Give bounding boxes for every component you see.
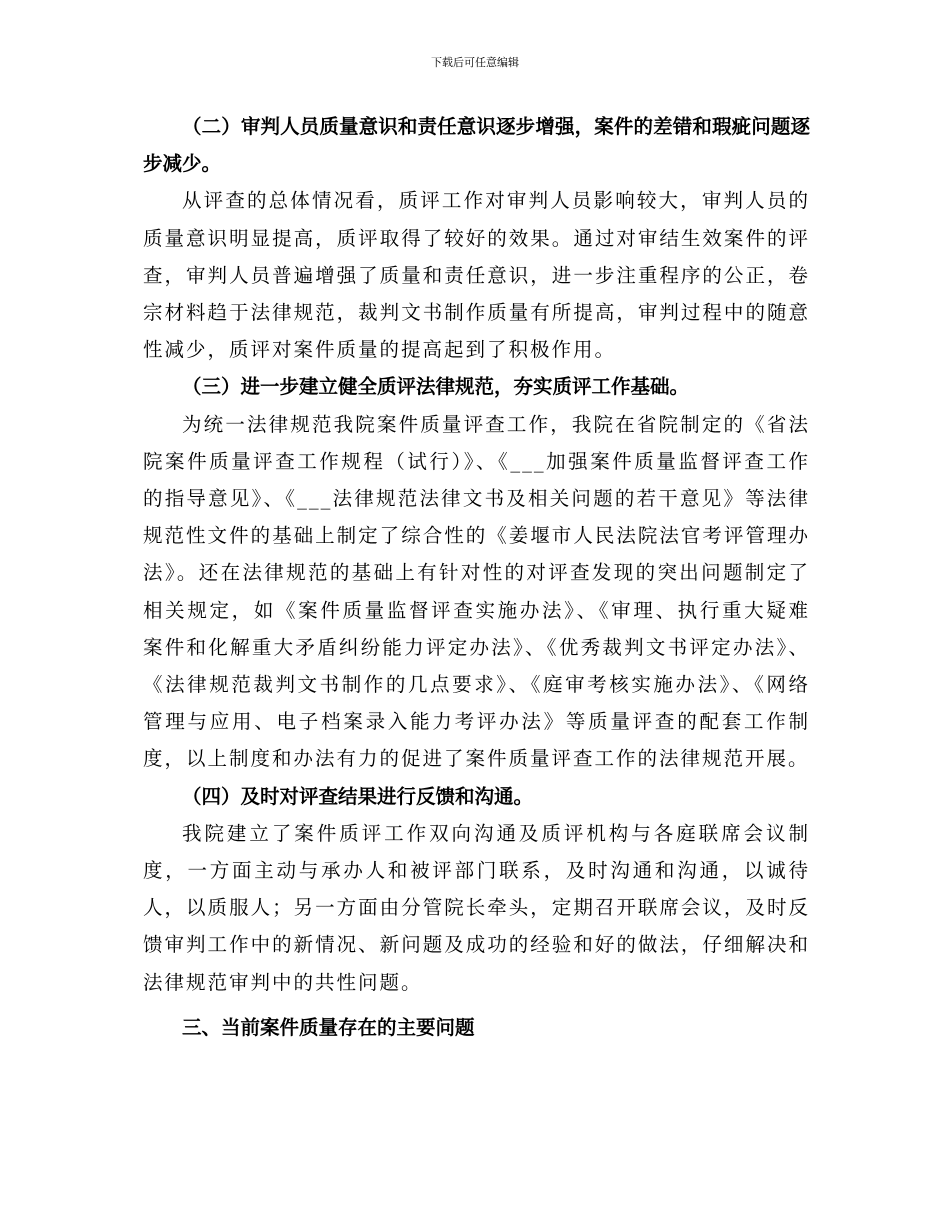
body-paragraph-3: 我院建立了案件质评工作双向沟通及质评机构与各庭联席会议制度，一方面主动与承办人和被评部门联系，及时沟通和沟通，以诚待人，以质服人；另一方面由分管院长牵头，定期召开联席会议，及时反馈审判工作中的新情况、新问题及成功的经验和好的做法，仔细解决和法律规范审判中的共性问题。 bbox=[143, 821, 810, 994]
body-paragraph-1: 从评查的总体情况看，质评工作对审判人员影响较大，审判人员的质量意识明显提高，质评取得了较好的效果。通过对审结生效案件的评查，审判人员普遍增强了质量和责任意识，进一步注重程序的公正，卷宗材料趋于法律规范，裁判文书制作质量有所提高，审判过程中的随意性减少，质评对案件质量的提高起到了积极作用。 bbox=[143, 189, 810, 362]
section-heading-3: （三）进一步建立健全质评法律规范，夯实质评工作基础。 bbox=[182, 375, 690, 399]
body-paragraph-2: 为统一法律规范我院案件质量评查工作，我院在省院制定的《省法院案件质量评查工作规程（试行）》、《___加强案件质量监督评查工作的指导意见》、《___法律规范法律文书及相关问题的若干意见》等法律规范性文件的基础上制定了综合性的《姜堰市人民法院法官考评管理办法》。还在法律规范的基础上有针对性的对评查发现的突出问题制定了相关规定，如《案件质量监督评查实施办法》、《审理、执行重大疑难案件和化解重大矛盾纠纷能力评定办法》、《优秀裁判文书评定办法》、《法律规范裁判文书制作的几点要求》、《庭审考核实施办法》、《网络管理与应用、电子档案录入能力考评办法》等质量评查的配套工作制度，以上制度和办法有力的促进了案件质量评查工作的法律规范开展。 bbox=[143, 412, 810, 771]
section-heading-4: （四）及时对评查结果进行反馈和沟通。 bbox=[182, 784, 534, 808]
page-header: 下载后可任意编辑 bbox=[431, 56, 519, 69]
chapter-heading-3: 三、当前案件质量存在的主要问题 bbox=[182, 1015, 475, 1039]
section-heading-2: （二）审判人员质量意识和责任意识逐步增强，案件的差错和瑕疵问题逐步减少。 bbox=[143, 115, 810, 176]
document-body bbox=[143, 108, 810, 1046]
